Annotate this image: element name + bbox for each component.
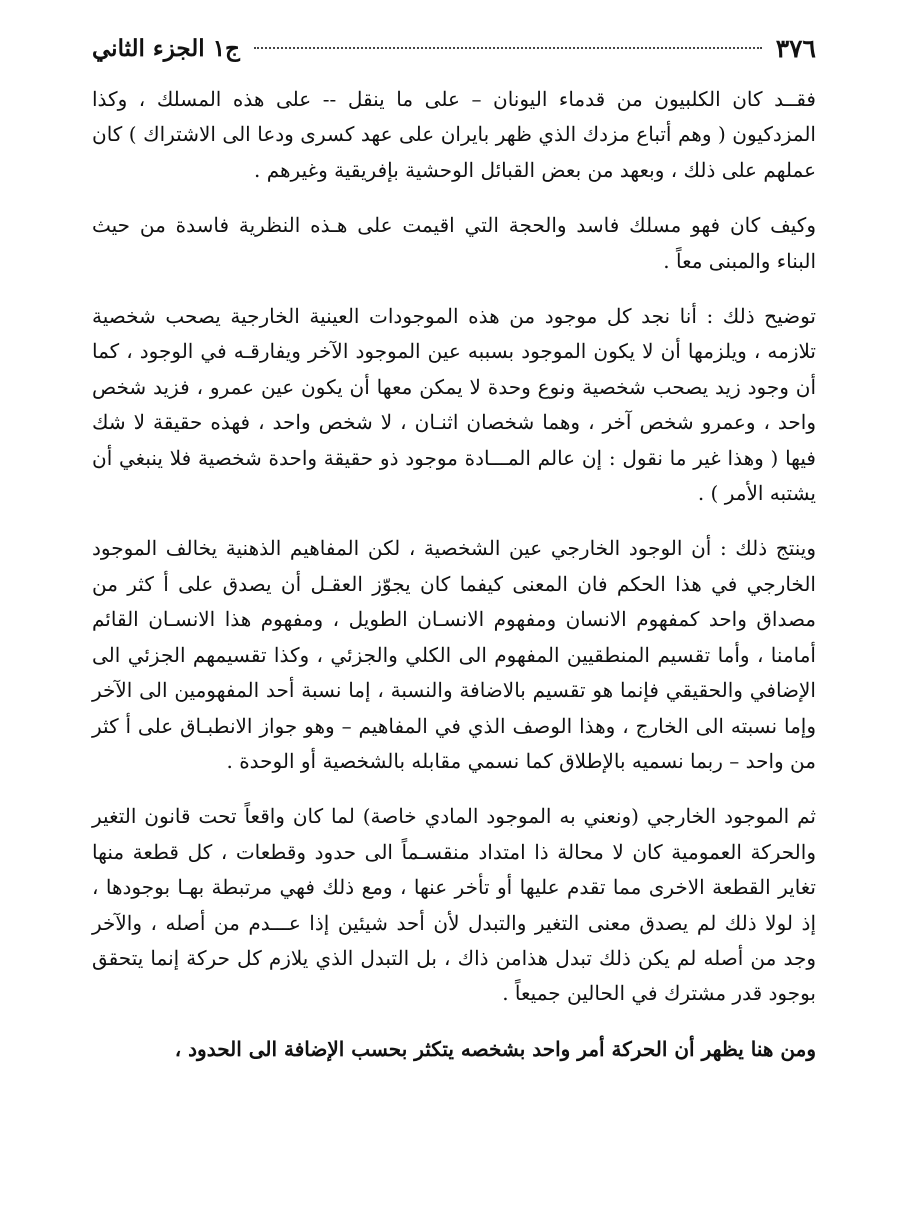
header-rule (254, 47, 762, 49)
paragraph-5: ثم الموجود الخارجي (ونعني به الموجود المادي خاصة) لما كان واقعاً تحت قانون التغير والحركة العمومية كان لا محالة ذا امتداد منقسـماً الى حدود وقطعات ، كل قطعة منها تغاير القطعة الاخرى مما تقدم عليها أو تأخر عنها ، ومع ذلك فهي مرتبطة بهـا بوجودها ، إذ لولا ذلك لم يصدق معنى التغير والتبدل لأن أحد شيئين إذا عـــدم من أصله ، والآخر وجد من أصله لم يكن ذلك تبدل هذامن ذاك ، بل التبدل الذي يلازم كل حركة إنما يتحقق بوجود قدر مشترك في الحالين جميعاً . (92, 804, 816, 1006)
paragraph-6: ومن هنا يظهر أن الحركة أمر واحد بشخصه يتكثر بحسب الإضافة الى الحدود ، (174, 1036, 816, 1061)
running-title: ج١ الجزء الثاني (92, 34, 240, 62)
paragraph-2: وكيف كان فهو مسلك فاسد والحجة التي اقيمت على هـذه النظرية فاسدة من حيث البناء والمبنى معاً . (92, 213, 816, 273)
paragraph-4: وينتج ذلك : أن الوجود الخارجي عين الشخصية ، لكن المفاهيم الذهنية يخالف الموجود الخارجي في هذا الحكم فان المعنى كيفما كان يجوّز العقـل أن يصدق على أ كثر من مصداق واحد كمفهوم الانسان ومفهوم الانسـان الطويل ، ومفهوم هذا الانسـان القائم أمامنا ، وأما تقسيم المنطقيين المفهوم الى الكلي والجزئي ، وكذا تقسيمهم الجزئي الى الإضافي والحقيقي فإنما هو تقسيم بالاضافة والنسبة ، إما نسبة أحد المفهومين الى الآخر وإما نسبته الى الخارج ، وهذا الوصف الذي في المفاهيم – وهو جواز الانطبـاق على أ كثر من واحد – ربما نسميه بالإطلاق كما نسمي مقابله بالشخصية أو الوحدة . (92, 536, 817, 773)
book-page (92, 28, 816, 1087)
page-number: ٣٧٦ (775, 33, 816, 63)
paragraph-3: توضيح ذلك : أنا نجد كل موجود من هذه الموجودات العينية الخارجية يصحب شخصية تلازمه ، ويلزمها أن لا يكون الموجود بسببه عين الموجود الآخر ويفارقـه في الوجود ، كما أن وجود زيد يصحب شخصية ونوع وحدة لا يمكن معها أن يكون عين عمرو ، فزيد شخص واحد ، وعمرو شخص آخر ، وهما شخصان اثنـان ، لا شخص واحد ، فهذه حقيقة لا شك فيها ( وهذا غير ما نقول : إن عالم المـــادة موجود ذو حقيقة واحدة شخصية فلا ينبغي أن يشتبه الأمر ) . (92, 304, 816, 506)
page-header (92, 28, 816, 68)
paragraph-1: فقــد كان الكلبيون من قدماء اليونان – على ما ينقل -- على هذه المسلك ، وكذا المزدكيون ( وهم أتباع مزدك الذي ظهر بايران على عهد كسرى ودعا الى الاشتراك ) كان عملهم على ذلك ، وبعهد من بعض القبائل الوحشية بإفريقية وغيرهم . (92, 87, 816, 182)
